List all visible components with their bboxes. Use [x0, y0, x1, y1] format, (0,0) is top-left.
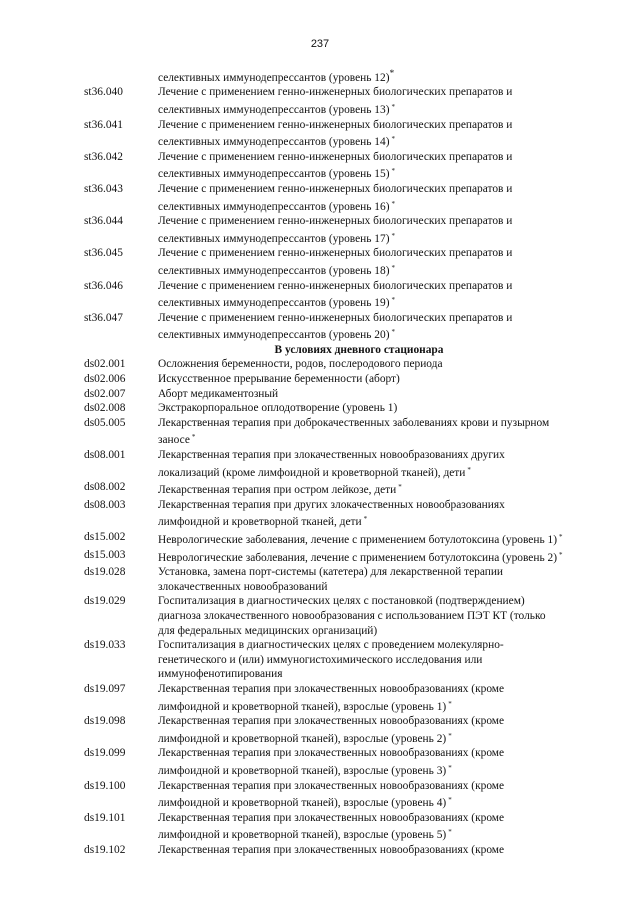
item-text-cell [158, 530, 564, 548]
list-item [84, 150, 564, 182]
item-text-cell [158, 372, 564, 387]
item-text-cell [158, 387, 564, 402]
list-item [84, 416, 564, 448]
footnote-star: * [448, 763, 452, 772]
list-item [84, 214, 564, 246]
item-code: st36.047 [84, 311, 123, 324]
item-description: Лечение с применением генно-инженерных биологических препаратов и селективных иммунодепрессантов (уровень 14) [158, 118, 513, 149]
item-code: ds15.002 [84, 531, 126, 544]
list-item [84, 565, 564, 594]
item-description: Госпитализация в диагностических целях с проведением молекулярно-генетического и (или) иммуногистохимического исследования или иммунофенотипирования [158, 639, 504, 681]
list-item [84, 843, 564, 858]
list-item [84, 311, 564, 343]
section-heading: В условиях дневного стационара [274, 343, 444, 356]
item-text-cell [158, 357, 564, 372]
list-item [84, 714, 564, 746]
item-description: Неврологические заболевания, лечение с применением ботулотоксина (уровень 2) [158, 551, 557, 564]
list-item [84, 530, 564, 548]
footnote-star: * [391, 167, 395, 176]
list-item [84, 779, 564, 811]
item-text-cell [158, 214, 564, 246]
item-text-cell [158, 779, 564, 811]
item-description: Лекарственная терапия при злокачественных новообразованиях (кроме лимфоидной и кроветворной тканей), взрослые (уровень 5) [158, 811, 505, 842]
item-code: ds19.102 [84, 843, 126, 856]
list-item [84, 372, 564, 387]
section-inpatient-list [84, 85, 564, 343]
item-description: Лечение с применением генно-инженерных биологических препаратов и селективных иммунодепрессантов (уровень 17) [158, 215, 513, 245]
list-item [84, 498, 564, 530]
item-description: Лечение с применением генно-инженерных биологических препаратов и селективных иммунодепрессантов (уровень 15) [158, 150, 513, 181]
item-code: st36.046 [84, 279, 123, 292]
footnote-star: * [389, 69, 395, 79]
item-description: Экстракорпоральное оплодотворение (уровень 1) [158, 402, 398, 415]
item-description: Лечение с применением генно-инженерных биологических препаратов и селективных иммунодепрессантов (уровень 18) [158, 247, 513, 277]
list-item [84, 638, 564, 682]
footnote-star: * [448, 731, 452, 740]
list-item [84, 246, 564, 278]
item-description: Лекарственная терапия при злокачественных новообразованиях (кроме лимфоидной и кроветворной тканей), взрослые (уровень 1) [158, 682, 505, 713]
item-text-cell [158, 182, 564, 214]
item-description: Аборт медикаментозный [158, 387, 279, 400]
item-code: ds19.028 [84, 566, 126, 579]
footnote-star: * [448, 796, 452, 805]
item-description: Лекарственная терапия при остром лейкозе, дети [158, 484, 397, 497]
item-text-cell [158, 416, 564, 448]
item-description: Лечение с применением генно-инженерных биологических препаратов и селективных иммунодепрессантов (уровень 16) [158, 182, 513, 213]
item-code: st36.040 [84, 86, 123, 99]
item-code: st36.042 [84, 150, 123, 163]
list-item [84, 811, 564, 843]
item-text-cell [158, 118, 564, 150]
continuation-line [84, 67, 564, 85]
footnote-star: * [391, 328, 395, 337]
item-description: Искусственное прерывание беременности (аборт) [158, 373, 400, 386]
item-description: Лечение с применением генно-инженерных биологических препаратов и селективных иммунодепрессантов (уровень 20) [158, 311, 513, 342]
item-text-cell [158, 85, 564, 117]
list-item [84, 182, 564, 214]
section-day-hospital-list [84, 357, 564, 857]
list-item [84, 85, 564, 117]
item-description: Лекарственная терапия при злокачественных новообразованиях (кроме лимфоидной и кроветворной тканей), взрослые (уровень 4) [158, 779, 505, 810]
item-text-cell [158, 246, 564, 278]
item-code: ds15.003 [84, 548, 126, 561]
item-description: Установка, замена порт-системы (катетера) для лекарственной терапии злокачественных новообразований [158, 566, 504, 593]
item-code: st36.045 [84, 247, 123, 260]
list-item [84, 682, 564, 714]
item-code: ds02.006 [84, 373, 126, 386]
item-text-cell [158, 498, 564, 530]
item-code: ds19.033 [84, 639, 126, 652]
footnote-star: * [391, 102, 395, 111]
list-item [84, 594, 564, 638]
item-text-cell [158, 311, 564, 343]
footnote-star: * [558, 533, 563, 542]
item-description: Лекарственная терапия при злокачественных новообразованиях других локализаций (кроме лимфоидной и кроветворной тканей), дети [158, 449, 505, 479]
item-text-cell [158, 811, 564, 843]
list-item [84, 401, 564, 416]
item-code: ds08.003 [84, 498, 126, 511]
page-number: 237 [310, 38, 330, 50]
item-description: Лекарственная терапия при злокачественных новообразованиях (кроме лимфоидной и кроветворной тканей), взрослые (уровень 3) [158, 747, 505, 777]
item-code: ds02.007 [84, 387, 126, 400]
item-code: ds19.097 [84, 682, 126, 695]
content [84, 67, 564, 857]
item-code: st36.044 [84, 215, 123, 228]
item-code: ds02.001 [84, 358, 126, 371]
item-description: Лечение с применением генно-инженерных биологических препаратов и селективных иммунодепрессантов (уровень 13) [158, 86, 513, 116]
item-description: Неврологические заболевания, лечение с применением ботулотоксина (уровень 1) [158, 534, 557, 547]
footnote-star: * [191, 433, 196, 442]
item-code: ds19.029 [84, 595, 126, 608]
list-item [84, 448, 564, 480]
item-code: ds19.098 [84, 715, 126, 728]
item-text-cell [158, 401, 564, 416]
item-code: ds19.101 [84, 811, 126, 824]
item-description: Лечение с применением генно-инженерных биологических препаратов и селективных иммунодепрессантов (уровень 19) [158, 279, 513, 310]
item-text-cell [158, 843, 564, 858]
footnote-star: * [391, 199, 395, 208]
footnote-star: * [558, 550, 563, 559]
item-text-cell [158, 682, 564, 714]
footnote-star: * [448, 828, 452, 837]
item-code: ds08.002 [84, 481, 126, 494]
list-item [84, 480, 564, 498]
item-description: Госпитализация в диагностических целях с постановкой (подтверждением) диагноза злокачественного новообразования с использованием ПЭТ КТ (только для федеральных медицинских организаций) [158, 595, 546, 637]
item-text-cell [158, 480, 564, 498]
item-code: st36.041 [84, 118, 123, 131]
item-code: ds08.001 [84, 449, 126, 462]
footnote-star: * [363, 515, 368, 524]
list-item [84, 548, 564, 566]
list-item [84, 118, 564, 150]
item-description: Лекарственная терапия при злокачественных новообразованиях (кроме лимфоидной и кроветворной тканей), взрослые (уровень 2) [158, 715, 505, 745]
footnote-star: * [467, 465, 471, 474]
item-text-cell [158, 746, 564, 778]
item-code: st36.043 [84, 182, 123, 195]
footnote-star: * [391, 263, 395, 272]
item-description: Осложнения беременности, родов, послеродового периода [158, 358, 443, 371]
item-text-cell [158, 150, 564, 182]
item-code: ds19.099 [84, 747, 126, 760]
item-text-cell [158, 548, 564, 566]
footnote-star: * [398, 483, 402, 492]
item-text-cell [158, 594, 564, 638]
footnote-star: * [391, 296, 395, 305]
footnote-star: * [391, 231, 395, 240]
list-item [84, 357, 564, 372]
item-code: ds19.100 [84, 779, 126, 792]
list-item [84, 387, 564, 402]
item-description: Лекарственная терапия при доброкачественных заболеваниях крови и пузырном заносе [158, 416, 550, 447]
list-item [84, 279, 564, 311]
item-code: ds02.008 [84, 402, 126, 415]
item-text-cell [158, 714, 564, 746]
item-description: Лекарственная терапия при злокачественных новообразованиях (кроме [158, 843, 505, 856]
item-description: Лекарственная терапия при других злокачественных новообразованиях лимфоидной и кроветворной тканей, дети [158, 498, 505, 529]
item-code: ds05.005 [84, 416, 126, 429]
list-item [84, 746, 564, 778]
item-text-cell [158, 565, 564, 594]
item-text-cell [158, 279, 564, 311]
footnote-star: * [448, 699, 452, 708]
footnote-star: * [391, 135, 395, 144]
item-text-cell [158, 448, 564, 480]
continuation-text: селективных иммунодепрессантов (уровень 12) [158, 71, 390, 84]
item-text-cell [158, 638, 564, 682]
